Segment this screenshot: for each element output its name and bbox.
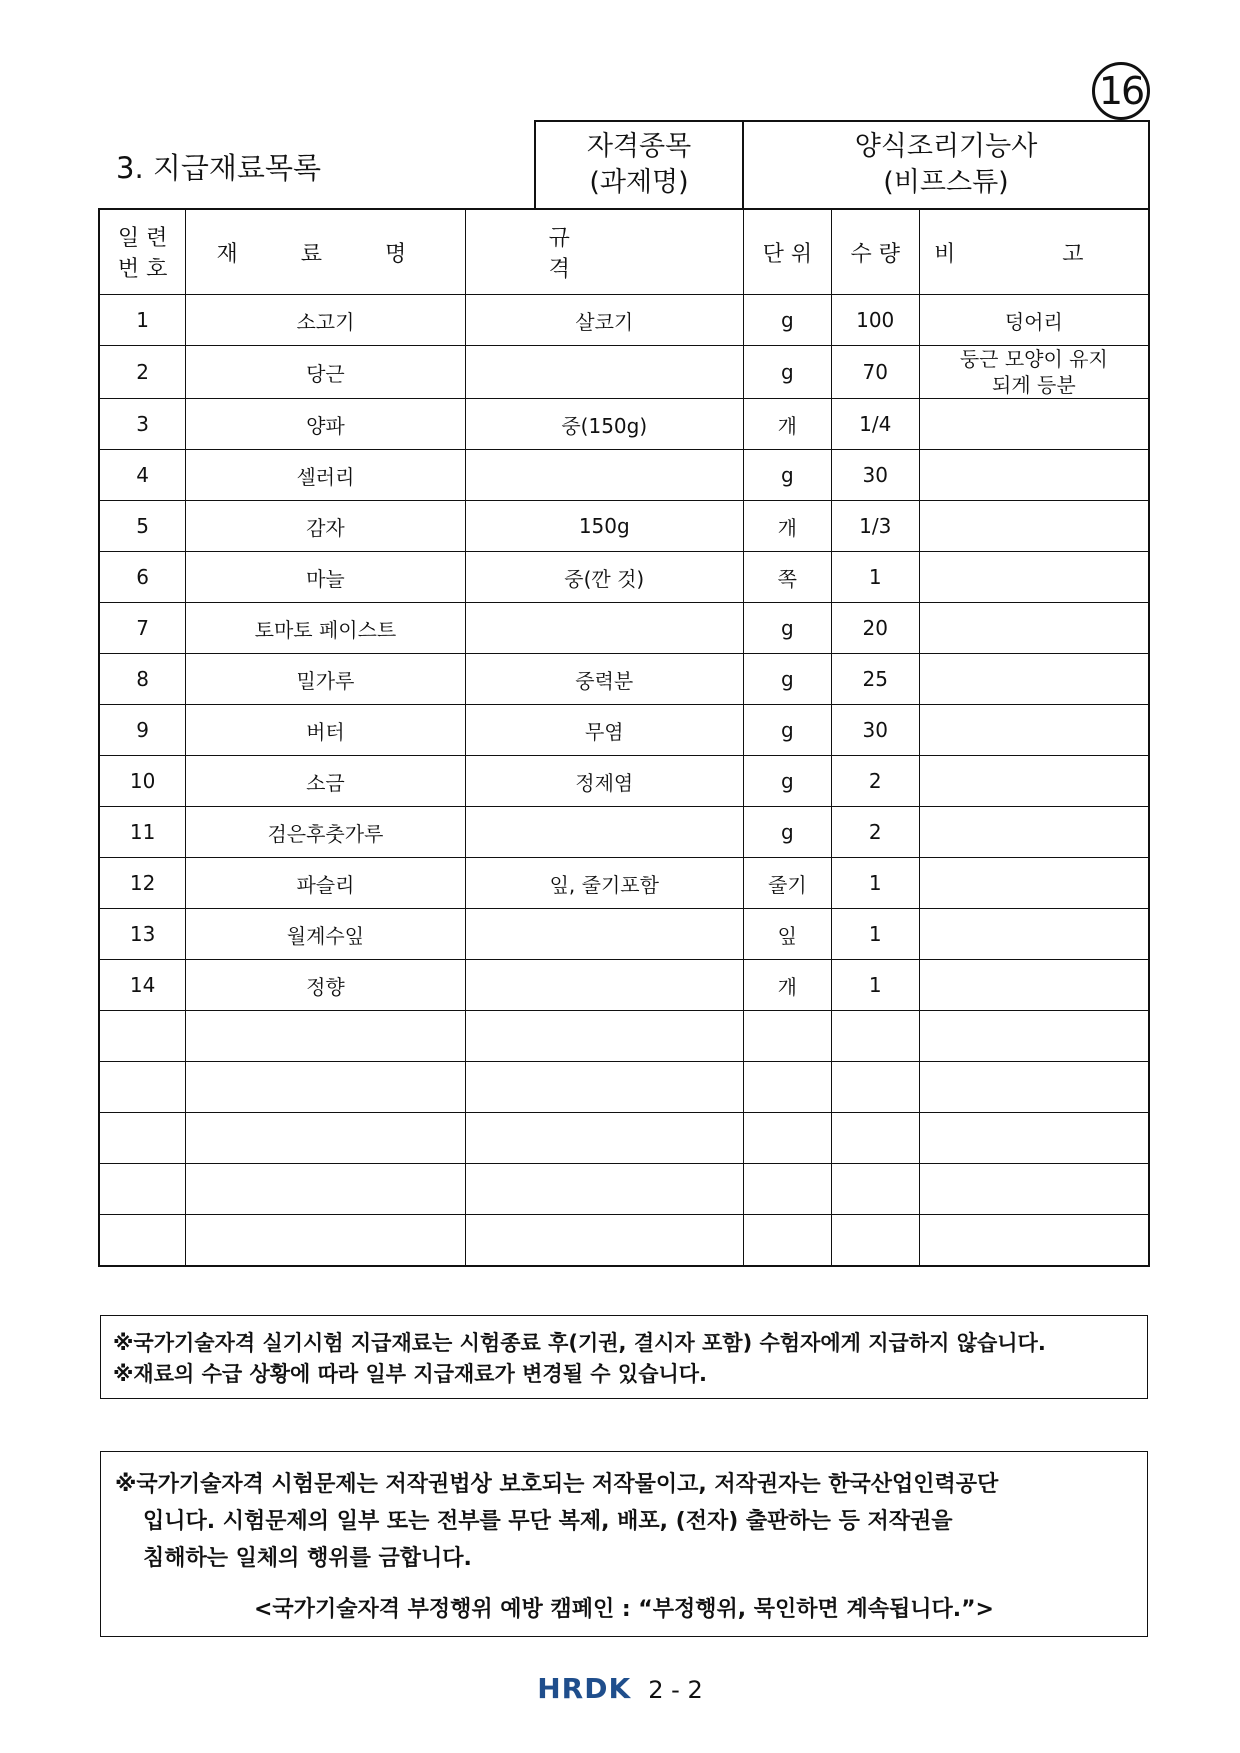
- cell-name: 당근: [186, 346, 465, 399]
- cell-unit: g: [743, 603, 831, 654]
- table-row: [99, 654, 1149, 705]
- empty-cell: [465, 1062, 743, 1113]
- copyright-notice: [100, 1451, 1148, 1637]
- cell-unit: g: [743, 346, 831, 399]
- cell-spec: 무염: [465, 705, 743, 756]
- cell-name: 양파: [186, 399, 465, 450]
- empty-cell: [919, 1164, 1149, 1215]
- cell-note: [919, 552, 1149, 603]
- cell-unit: g: [743, 654, 831, 705]
- empty-cell: [186, 1062, 465, 1113]
- cell-spec: 중(150g): [465, 399, 743, 450]
- page-number-badge: 16: [1092, 62, 1150, 120]
- table-row: [99, 909, 1149, 960]
- cell-no: 2: [99, 346, 186, 399]
- table-row: [99, 552, 1149, 603]
- cell-note: [919, 756, 1149, 807]
- cell-unit: g: [743, 450, 831, 501]
- document-header: [98, 120, 1150, 210]
- cell-name: 토마토 페이스트: [186, 603, 465, 654]
- empty-cell: [465, 1011, 743, 1062]
- col-header-spec: 규 격: [465, 209, 743, 295]
- cell-note: [919, 346, 1149, 399]
- empty-cell: [831, 1011, 919, 1062]
- cell-note: [919, 807, 1149, 858]
- section-title: 3. 지급재료목록: [116, 151, 321, 185]
- cell-no: 4: [99, 450, 186, 501]
- cell-no: 12: [99, 858, 186, 909]
- cell-name: 셀러리: [186, 450, 465, 501]
- cell-qty: 2: [831, 807, 919, 858]
- cell-qty: 30: [831, 705, 919, 756]
- cell-qty: 1: [831, 909, 919, 960]
- qualification-value-line1: 양식조리기능사: [854, 131, 1038, 162]
- cell-note: [919, 501, 1149, 552]
- table-body: [99, 295, 1149, 1267]
- empty-cell: [831, 1215, 919, 1267]
- cell-name: 마늘: [186, 552, 465, 603]
- table-row: [99, 858, 1149, 909]
- cell-qty: 25: [831, 654, 919, 705]
- cell-no: 1: [99, 295, 186, 346]
- cell-qty: 20: [831, 603, 919, 654]
- cell-spec: 중(깐 것): [465, 552, 743, 603]
- cell-qty: 30: [831, 450, 919, 501]
- cell-name: 월계수잎: [186, 909, 465, 960]
- page-indicator: 2 - 2: [648, 1676, 703, 1704]
- col-header-note: 비 고: [919, 209, 1149, 295]
- cell-spec: 중력분: [465, 654, 743, 705]
- col-header-name: 재 료 명: [186, 209, 465, 295]
- qualification-label-line1: 자격종목: [586, 131, 692, 162]
- cell-no: 6: [99, 552, 186, 603]
- empty-cell: [186, 1164, 465, 1215]
- cell-unit: 잎: [743, 909, 831, 960]
- cell-unit: 쪽: [743, 552, 831, 603]
- empty-cell: [919, 1215, 1149, 1267]
- empty-cell: [465, 1164, 743, 1215]
- cell-spec: [465, 807, 743, 858]
- cell-no: 7: [99, 603, 186, 654]
- copyright-line-1: ※국가기술자격 시험문제는 저작권법상 보호되는 저작물이고, 저작권자는 한국산업인력공단: [115, 1472, 999, 1497]
- cell-no: 3: [99, 399, 186, 450]
- table-row: [99, 960, 1149, 1011]
- empty-row: [99, 1011, 1149, 1062]
- copyright-line-2: 입니다. 시험문제의 일부 또는 전부를 무단 복제, 배포, (전자) 출판하는 등 저작권을: [143, 1509, 953, 1534]
- cell-qty: 1: [831, 552, 919, 603]
- table-row: [99, 399, 1149, 450]
- empty-cell: [99, 1011, 186, 1062]
- cell-qty: 1/3: [831, 501, 919, 552]
- hrdk-logo: HRDK: [537, 1672, 632, 1705]
- empty-cell: [743, 1164, 831, 1215]
- cell-no: 14: [99, 960, 186, 1011]
- cell-note: [919, 705, 1149, 756]
- cell-note-line2: 되게 등분: [992, 373, 1076, 397]
- cell-name: 검은후춧가루: [186, 807, 465, 858]
- cell-name: 정향: [186, 960, 465, 1011]
- cell-name: 버터: [186, 705, 465, 756]
- cell-unit: 개: [743, 501, 831, 552]
- empty-cell: [186, 1011, 465, 1062]
- cell-no: 9: [99, 705, 186, 756]
- cell-note: [919, 399, 1149, 450]
- cell-spec: [465, 960, 743, 1011]
- col-header-no-line1: 일 련: [117, 226, 168, 251]
- cell-no: 10: [99, 756, 186, 807]
- cell-note: [919, 654, 1149, 705]
- table-row: [99, 501, 1149, 552]
- empty-cell: [831, 1113, 919, 1164]
- cell-unit: g: [743, 295, 831, 346]
- qualification-box: [534, 120, 1150, 208]
- cell-no: 5: [99, 501, 186, 552]
- page-footer: [0, 1672, 1240, 1705]
- table-row: [99, 705, 1149, 756]
- empty-row: [99, 1062, 1149, 1113]
- empty-cell: [99, 1215, 186, 1267]
- empty-row: [99, 1113, 1149, 1164]
- empty-cell: [743, 1011, 831, 1062]
- cell-qty: 2: [831, 756, 919, 807]
- cell-note: 덩어리: [919, 295, 1149, 346]
- cell-no: 13: [99, 909, 186, 960]
- cell-note: [919, 858, 1149, 909]
- notice-line-1: ※국가기술자격 실기시험 지급재료는 시험종료 후(기권, 결시자 포함) 수험자에게 지급하지 않습니다.: [113, 1331, 1046, 1355]
- table-header-row: [99, 209, 1149, 295]
- cell-spec: [465, 603, 743, 654]
- table-row: [99, 450, 1149, 501]
- cell-no: 11: [99, 807, 186, 858]
- cell-note-line1: 둥근 모양이 유지: [959, 347, 1108, 371]
- empty-cell: [99, 1164, 186, 1215]
- empty-cell: [465, 1113, 743, 1164]
- col-header-no: [99, 209, 186, 295]
- notice-line-2: ※재료의 수급 상황에 따라 일부 지급재료가 변경될 수 있습니다.: [113, 1362, 708, 1386]
- qualification-label: [536, 122, 744, 208]
- cell-unit: 줄기: [743, 858, 831, 909]
- empty-cell: [831, 1164, 919, 1215]
- empty-row: [99, 1164, 1149, 1215]
- cell-note: [919, 909, 1149, 960]
- table-row: [99, 603, 1149, 654]
- materials-notice: [100, 1315, 1148, 1399]
- cell-spec: 잎, 줄기포함: [465, 858, 743, 909]
- cell-unit: 개: [743, 960, 831, 1011]
- cell-spec: 150g: [465, 501, 743, 552]
- cell-name: 감자: [186, 501, 465, 552]
- qualification-value: [744, 122, 1148, 208]
- empty-row: [99, 1215, 1149, 1267]
- cell-spec: [465, 909, 743, 960]
- empty-cell: [919, 1011, 1149, 1062]
- col-header-no-line2: 번 호: [117, 257, 168, 282]
- table-row: [99, 346, 1149, 399]
- cell-qty: 1: [831, 960, 919, 1011]
- table-row: [99, 807, 1149, 858]
- empty-cell: [831, 1062, 919, 1113]
- cell-qty: 1: [831, 858, 919, 909]
- qualification-value-line2: (비프스튜): [883, 167, 1009, 198]
- empty-cell: [465, 1215, 743, 1267]
- cell-note: [919, 960, 1149, 1011]
- empty-cell: [186, 1113, 465, 1164]
- table-row: [99, 295, 1149, 346]
- empty-cell: [743, 1062, 831, 1113]
- cell-spec: 정제염: [465, 756, 743, 807]
- col-header-qty: 수 량: [831, 209, 919, 295]
- campaign-slogan: <국가기술자격 부정행위 예방 캠페인 : “부정행위, 묵인하면 계속됩니다.”>: [254, 1597, 994, 1622]
- cell-name: 밀가루: [186, 654, 465, 705]
- materials-table: [98, 208, 1150, 1267]
- empty-cell: [186, 1215, 465, 1267]
- empty-cell: [743, 1113, 831, 1164]
- cell-qty: 1/4: [831, 399, 919, 450]
- cell-qty: 100: [831, 295, 919, 346]
- empty-cell: [919, 1062, 1149, 1113]
- empty-cell: [99, 1113, 186, 1164]
- cell-name: 소고기: [186, 295, 465, 346]
- cell-unit: 개: [743, 399, 831, 450]
- cell-unit: g: [743, 705, 831, 756]
- copyright-line-3: 침해하는 일체의 행위를 금합니다.: [143, 1546, 472, 1571]
- qualification-label-line2: (과제명): [589, 167, 689, 198]
- cell-unit: g: [743, 807, 831, 858]
- cell-spec: 살코기: [465, 295, 743, 346]
- cell-unit: g: [743, 756, 831, 807]
- cell-note: [919, 450, 1149, 501]
- cell-spec: [465, 450, 743, 501]
- empty-cell: [743, 1215, 831, 1267]
- cell-qty: 70: [831, 346, 919, 399]
- cell-name: 파슬리: [186, 858, 465, 909]
- col-header-unit: 단 위: [743, 209, 831, 295]
- table-row: [99, 756, 1149, 807]
- cell-spec: [465, 346, 743, 399]
- cell-name: 소금: [186, 756, 465, 807]
- cell-no: 8: [99, 654, 186, 705]
- cell-note: [919, 603, 1149, 654]
- empty-cell: [99, 1062, 186, 1113]
- empty-cell: [919, 1113, 1149, 1164]
